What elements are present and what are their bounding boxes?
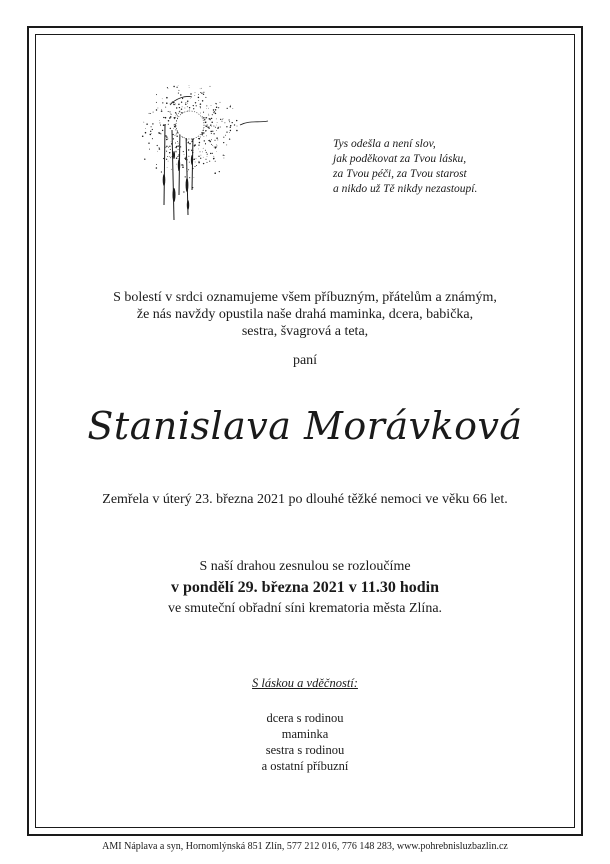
deceased-name: Stanislava Morávková bbox=[87, 404, 523, 448]
funeral-location: ve smuteční obřadní síni krematoria města Zlína. bbox=[167, 601, 443, 616]
poem-line: a nikdo už Tě nikdy nezastoupí. bbox=[333, 183, 478, 195]
title-word: paní bbox=[292, 353, 318, 368]
family-member: dcera s rodinou bbox=[266, 711, 344, 725]
announcement-line: sestra, švagrová a teta, bbox=[241, 324, 369, 339]
announcement-text bbox=[0, 289, 610, 340]
family-list bbox=[0, 710, 610, 774]
family-member: a ostatní příbuzní bbox=[261, 759, 349, 773]
moon-and-reeds-illustration bbox=[130, 85, 270, 225]
poem-line: Tys odešla a není slov, bbox=[333, 138, 436, 150]
thanks-heading: S láskou a vděčností: bbox=[252, 676, 358, 690]
family-member: sestra s rodinou bbox=[265, 743, 345, 757]
poem-line: za Tvou péči, za Tvou starost bbox=[333, 168, 467, 180]
announcement-line: S bolestí v srdci oznamujeme všem příbuzným, přátelům a známým, bbox=[113, 290, 497, 305]
funeral-service-footer: AMI Náplava a syn, Hornomlýnská 851 Zlín, 577 212 016, 776 148 283, www.pohrebnisluzbazlin.cz bbox=[102, 841, 508, 852]
death-notice: Zemřela v úterý 23. března 2021 po dlouhé těžké nemoci ve věku 66 let. bbox=[102, 492, 508, 507]
funeral-date-time: v pondělí 29. března 2021 v 11.30 hodin bbox=[170, 579, 440, 596]
announcement-line: že nás navždy opustila naše drahá maminka, dcera, babička, bbox=[136, 307, 474, 322]
funeral-intro: S naší drahou zesnulou se rozloučíme bbox=[199, 559, 411, 574]
funeral-details bbox=[0, 556, 610, 619]
poem-verse bbox=[333, 137, 533, 197]
poem-line: jak poděkovat za Tvou lásku, bbox=[333, 153, 467, 165]
family-member: maminka bbox=[281, 727, 329, 741]
